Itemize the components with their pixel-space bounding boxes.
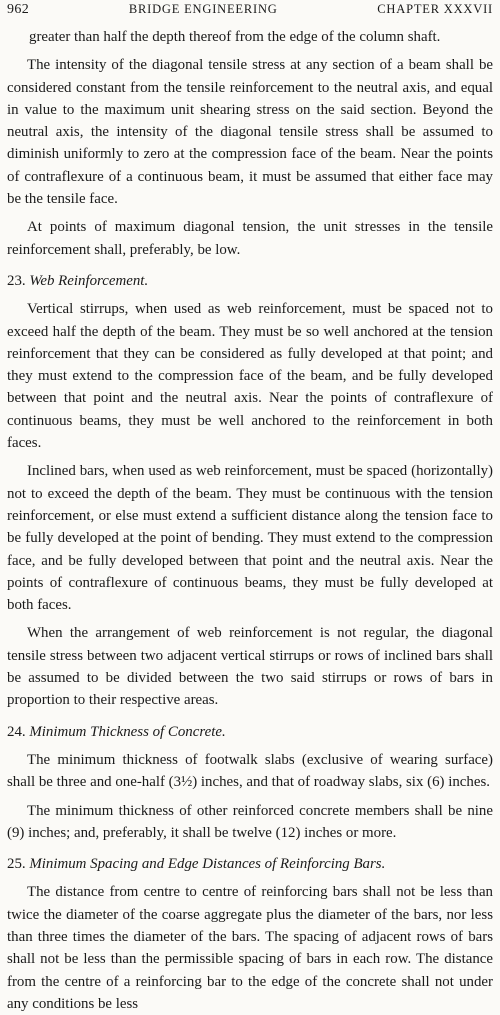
paragraph-bar-spacing: The distance from centre to centre of reinforcing bars shall not be less than twice the diameter of the coarse aggregate plus the diameter of the bars, nor less than three times the diameter of the bars. The spacing of adjacent rows of bars shall not be less than the permissible spacing of bars in each row. The distance from the centre of a reinforcing bar to the edge of the concrete shall not under any conditions be less [7,884,493,1012]
paragraph-max-diagonal-tension: At points of maximum diagonal tension, the unit stresses in the tensile reinforcement shall, preferably, be low. [7,219,493,258]
section-number: 25. [7,856,26,873]
chapter-label: CHAPTER XXXVII [377,2,493,16]
paragraph-inclined-bars: Inclined bars, when used as web reinforcement, must be spaced (horizontally) not to exceed the depth of the beam. They must be continuous with the tension reinforcement, or else must extend a sufficient distance along the tension face to be fully developed at the point of bending. They must extend to the compression face, and be fully developed between that point and the neutral axis. Near the points of contraflexure of continuous beams, they must be fully developed at both faces. [7,463,493,614]
section-title: Web Reinforcement. [29,272,149,289]
section-title: Minimum Thickness of Concrete. [29,723,226,740]
paragraph-slab-thickness: The minimum thickness of footwalk slabs (exclusive of wearing surface) shall be three and one-half (3½) inches, and that of roadway slabs, six (6) inches. [7,751,493,791]
body-text [7,26,493,1015]
section-number: 24. [7,723,26,740]
running-title: BRIDGE ENGINEERING [128,2,278,16]
section-heading-24 [7,721,493,743]
section-title: Minimum Spacing and Edge Distances of Reinforcing Bars. [29,856,386,873]
paragraph-diagonal-stress: The intensity of the diagonal tensile stress at any section of a beam shall be considered constant from the tensile reinforcement to the neutral axis, and equal in value to the maximum unit shearing stress on the said section. Beyond the neutral axis, the intensity of the diagonal tensile stress shall be assumed to diminish uniformly to zero at the compression face of the beam. Near the points of contraflexure of a continuous beam, it must be assumed that either face may be the tensile face. [7,57,493,208]
paragraph-irregular-arrangement: When the arrangement of web reinforcement is not regular, the diagonal tensile stress between two adjacent vertical stirrups or rows of inclined bars shall be assumed to be divided between the two said stirrups or rows of bars in proportion to their respective areas. [7,625,493,709]
page-number: 962 [7,2,30,17]
paragraph-continuation: greater than half the depth thereof from the edge of the column shaft. [29,29,441,45]
paragraph-vertical-stirrups: Vertical stirrups, when used as web reinforcement, must be spaced not to exceed half the depth of the beam. They must be so well anchored at the tension reinforcement that they can be considered as fully developed at that point; and they must extend to the compression face of the beam, and be fully developed between that point and the neutral axis. Near the points of contraflexure of continuous beams, they must be well anchored to the reinforcement in both faces. [7,301,493,452]
section-heading-25 [7,853,493,875]
paragraph-member-thickness: The minimum thickness of other reinforced concrete members shall be nine (9) inches; and, preferably, it shall be twelve (12) inches or more. [7,802,493,841]
page-header [7,0,493,26]
section-number: 23. [7,272,26,289]
section-heading-23 [7,270,493,292]
